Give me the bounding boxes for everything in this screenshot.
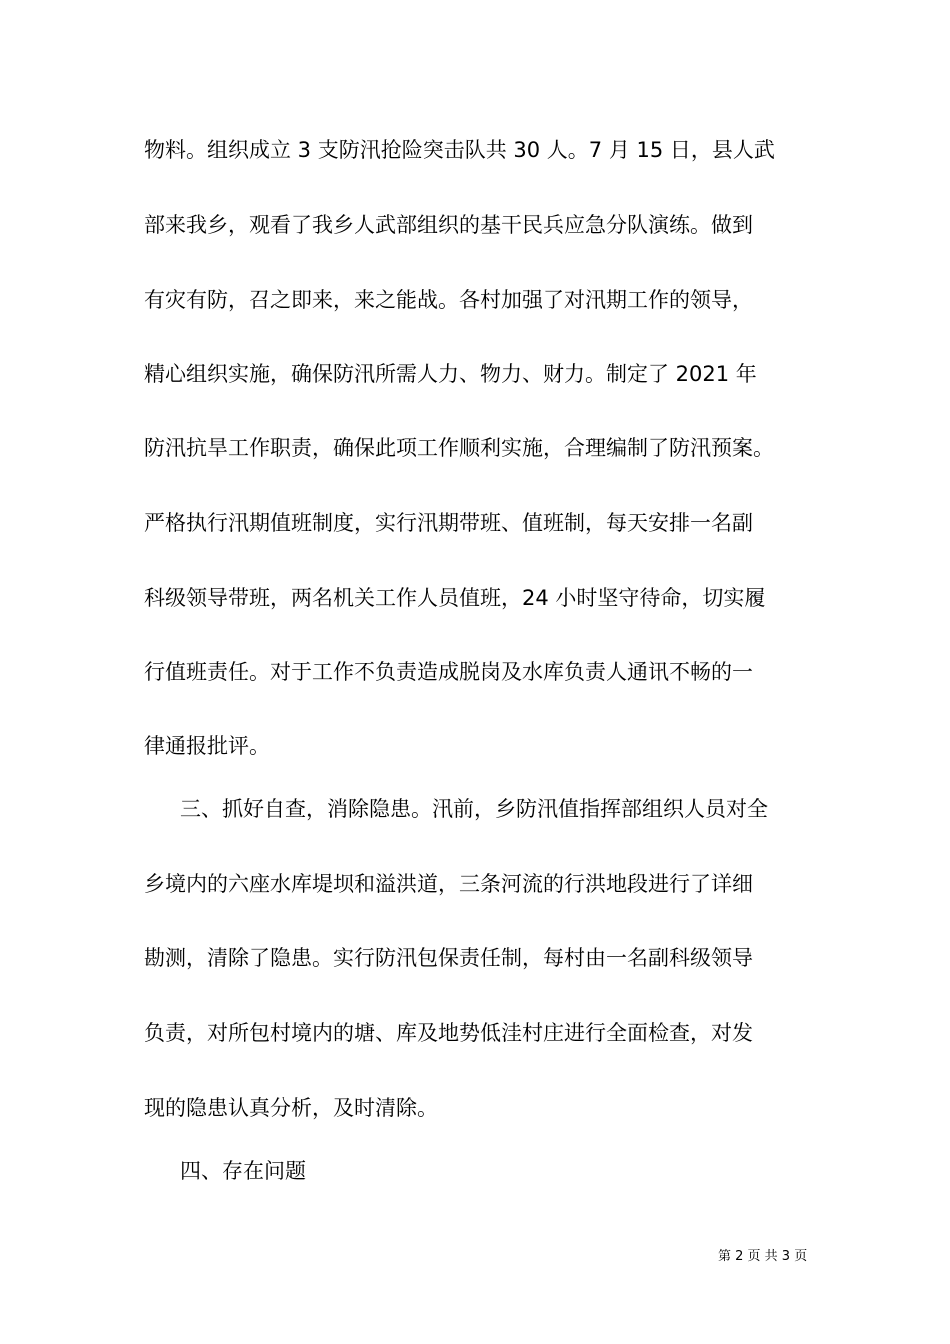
paragraph-line: 科级领导带班，两名机关工作人员值班，24 小时坚守待命，切实履 — [144, 586, 766, 610]
paragraph-line: 行值班责任。对于工作不负责造成脱岗及水库负责人通讯不畅的一 — [144, 660, 753, 684]
section-heading-line: 三、抓好自查，消除隐患。汛前，乡防汛值指挥部组织人员对全 — [180, 797, 768, 821]
paragraph-line: 有灾有防，召之即来，来之能战。各村加强了对汛期工作的领导， — [144, 288, 753, 312]
paragraph-line: 律通报批评。 — [144, 734, 270, 758]
paragraph-line: 精心组织实施，确保防汛所需人力、物力、财力。制定了 2021 年 — [144, 362, 757, 386]
paragraph-line: 严格执行汛期值班制度，实行汛期带班、值班制，每天安排一名副 — [144, 511, 753, 535]
paragraph-line: 防汛抗旱工作职责，确保此项工作顺利实施，合理编制了防汛预案。 — [144, 436, 774, 460]
paragraph-line: 物料。组织成立 3 支防汛抢险突击队共 30 人。7 月 15 日，县人武 — [144, 138, 775, 162]
paragraph-line: 部来我乡，观看了我乡人武部组织的基干民兵应急分队演练。做到 — [144, 213, 753, 237]
paragraph-line: 乡境内的六座水库堤坝和溢洪道，三条河流的行洪地段进行了详细 — [144, 872, 753, 896]
page-number: 第 2 页 共 3 页 — [718, 1249, 808, 1264]
paragraph-line: 现的隐患认真分析，及时清除。 — [144, 1096, 438, 1120]
paragraph-line: 勘测，清除了隐患。实行防汛包保责任制，每村由一名副科级领导 — [144, 946, 753, 970]
section-heading-line: 四、存在问题 — [180, 1159, 306, 1183]
paragraph-line: 负责，对所包村境内的塘、库及地势低洼村庄进行全面检查，对发 — [144, 1021, 753, 1045]
